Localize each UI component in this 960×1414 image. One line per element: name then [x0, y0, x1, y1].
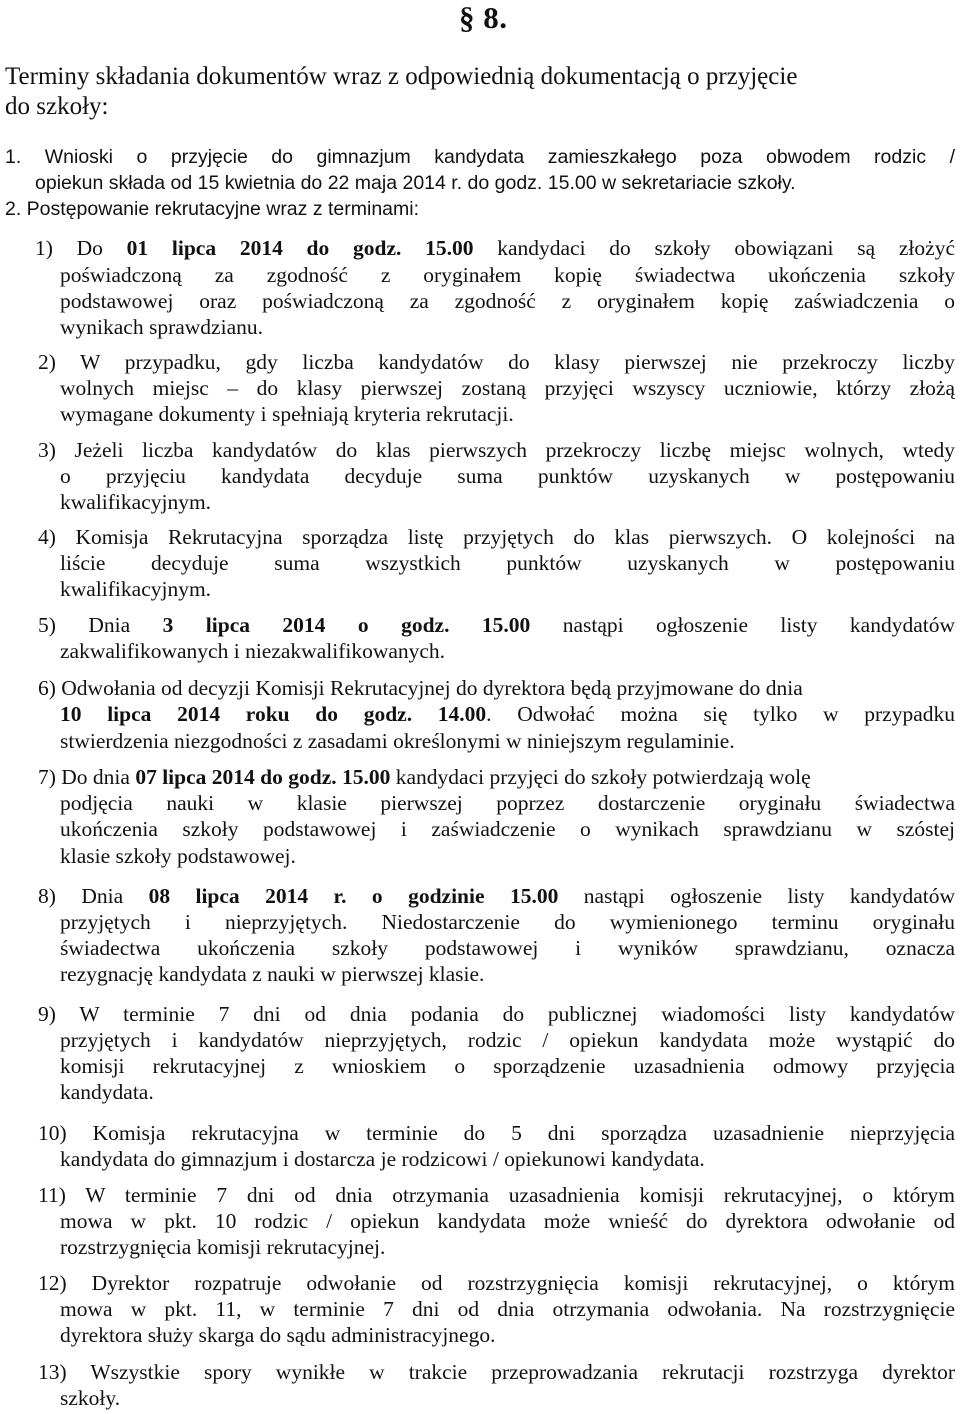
item-1-line-2: poświadczoną za zgodność z oryginałem kopię świadectwa ukończenia szkoły [60, 263, 955, 287]
intro-line-2: do szkoły: [5, 93, 109, 120]
point-1-line-2: opiekun składa od 15 kwietnia do 22 maja 2014 r. do godz. 15.00 w sekretariacie szkoły. [35, 172, 796, 194]
item-7-line-3: ukończenia szkoły podstawowej i zaświadczenie o wynikach sprawdzianu w szóstej [60, 817, 955, 841]
item-8-line-2: przyjętych i nieprzyjętych. Niedostarczenie do wymienionego terminu oryginału [60, 910, 955, 934]
item-11-line-3: rozstrzygnięcia komisji rekrutacyjnej. [60, 1235, 386, 1259]
item-9-line-2: przyjętych i kandydatów nieprzyjętych, rodzic / opiekun kandydata może wystąpić do [60, 1028, 955, 1052]
item-12-line-3: dyrektora służy skarga do sądu administracyjnego. [60, 1323, 496, 1347]
item-7-line-2: podjęcia nauki w klasie pierwszej poprzez dostarczenie oryginału świadectwa [60, 791, 955, 815]
item-1-line-4: wynikach sprawdzianu. [60, 315, 263, 339]
item-5-line-2: zakwalifikowanych i niezakwalifikowanych. [60, 639, 446, 663]
item-4-line-3: kwalifikacyjnym. [60, 577, 212, 601]
point-1-line-1: 1. Wnioski o przyjęcie do gimnazjum kandydata zamieszkałego poza obwodem rodzic / [5, 146, 955, 168]
item-7-line-1: 7) Do dnia 07 lipca 2014 do godz. 15.00 kandydaci przyjęci do szkoły potwierdzają wolę [38, 765, 811, 789]
item-8-line-3: świadectwa ukończenia szkoły podstawowej i wyników sprawdzianu, oznacza [60, 936, 955, 960]
item-3-line-2: o przyjęciu kandydata decyduje suma punktów uzyskanych w postępowaniu [60, 464, 955, 488]
item-6-line-1: 6) Odwołania od decyzji Komisji Rekrutacyjnej do dyrektora będą przyjmowane do dnia [38, 676, 803, 700]
item-11-line-1: 11) W terminie 7 dni od dnia otrzymania uzasadnienia komisji rekrutacyjnej, o którym [38, 1183, 955, 1207]
item-2-line-1: 2) W przypadku, gdy liczba kandydatów do klasy pierwszej nie przekroczy liczby [38, 350, 955, 374]
item-10-line-1: 10) Komisja rekrutacyjna w terminie do 5 dni sporządza uzasadnienie nieprzyjęcia [38, 1121, 955, 1145]
item-12-line-2: mowa w pkt. 11, w terminie 7 dni od dnia otrzymania odwołania. Na rozstrzygnięcie [60, 1297, 955, 1321]
item-1-line-3: podstawowej oraz poświadczoną za zgodność z oryginałem kopię zaświadczenia o [60, 289, 955, 313]
item-12-line-1: 12) Dyrektor rozpatruje odwołanie od rozstrzygnięcia komisji rekrutacyjnej, o którym [38, 1271, 955, 1295]
item-4-line-1: 4) Komisja Rekrutacyjna sporządza listę przyjętych do klas pierwszych. O kolejności na [38, 525, 955, 549]
item-9-line-3: komisji rekrutacyjnej z wnioskiem o sporządzenie uzasadnienia odmowy przyjęcia [60, 1054, 955, 1078]
item-4-line-2: liście decyduje suma wszystkich punktów uzyskanych w postępowaniu [60, 551, 955, 575]
item-3-line-3: kwalifikacyjnym. [60, 490, 212, 514]
item-2-line-3: wymagane dokumenty i spełniają kryteria rekrutacji. [60, 402, 514, 426]
point-2-heading: 2. Postępowanie rekrutacyjne wraz z terminami: [5, 198, 420, 220]
item-9-line-4: kandydata. [60, 1080, 154, 1104]
item-2-line-2: wolnych miejsc – do klasy pierwszej zostaną przyjęci wszyscy uczniowie, którzy złożą [60, 376, 955, 400]
section-number: § 8. [459, 0, 508, 35]
item-8-line-4: rezygnację kandydata z nauki w pierwszej klasie. [60, 962, 485, 986]
item-10-line-2: kandydata do gimnazjum i dostarcza je rodzicowi / opiekunowi kandydata. [60, 1147, 705, 1171]
item-3-line-1: 3) Jeżeli liczba kandydatów do klas pierwszych przekroczy liczbę miejsc wolnych, wtedy [38, 438, 955, 462]
item-7-line-4: klasie szkoły podstawowej. [60, 844, 296, 868]
item-1-line-1: 1) Do 01 lipca 2014 do godz. 15.00 kandydaci do szkoły obowiązani są złożyć [35, 236, 955, 260]
item-8-line-1: 8) Dnia 08 lipca 2014 r. o godzinie 15.00 nastąpi ogłoszenie listy kandydatów [38, 884, 956, 908]
item-13-line-2: szkoły. [60, 1386, 121, 1410]
item-11-line-2: mowa w pkt. 10 rodzic / opiekun kandydata może wnieść do dyrektora odwołanie od [60, 1209, 955, 1233]
item-5-line-1: 5) Dnia 3 lipca 2014 o godz. 15.00 nastąpi ogłoszenie listy kandydatów [38, 613, 956, 637]
item-13-line-1: 13) Wszystkie spory wynikłe w trakcie przeprowadzania rekrutacji rozstrzyga dyrektor [38, 1360, 955, 1384]
item-6-line-3: stwierdzenia niezgodności z zasadami określonymi w niniejszym regulaminie. [60, 729, 735, 753]
intro-line-1: Terminy składania dokumentów wraz z odpowiednią dokumentacją o przyjęcie [5, 63, 798, 90]
item-6-line-2: 10 lipca 2014 roku do godz. 14.00. Odwołać można się tylko w przypadku [60, 702, 955, 726]
item-9-line-1: 9) W terminie 7 dni od dnia podania do publicznej wiadomości listy kandydatów [38, 1002, 955, 1026]
